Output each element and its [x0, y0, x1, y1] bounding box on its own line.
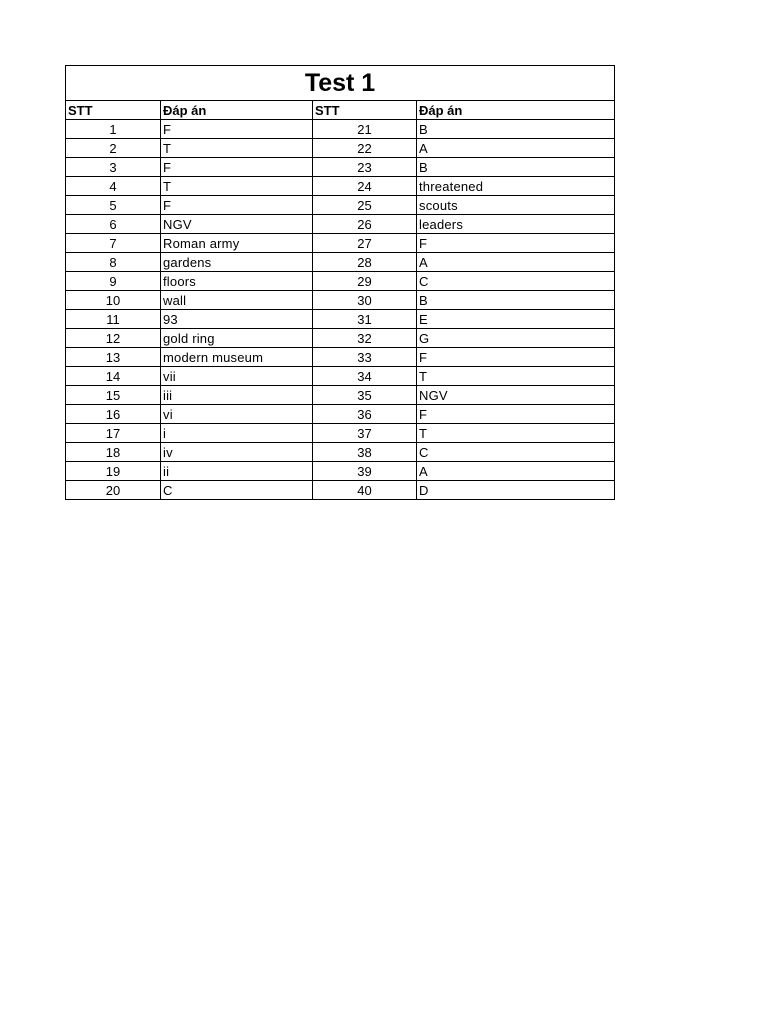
answer-cell: F — [161, 196, 313, 215]
answer-cell: F — [417, 348, 615, 367]
table-row — [66, 329, 615, 348]
table-row — [66, 386, 615, 405]
table-row — [66, 234, 615, 253]
answer-cell: F — [161, 158, 313, 177]
page-title: Test 1 — [66, 66, 615, 101]
answer-cell: gold ring — [161, 329, 313, 348]
answer-cell: C — [417, 443, 615, 462]
answer-cell: vii — [161, 367, 313, 386]
question-number-cell: 13 — [66, 348, 161, 367]
answer-cell: B — [417, 158, 615, 177]
table-row — [66, 291, 615, 310]
table-row — [66, 367, 615, 386]
question-number-cell: 25 — [313, 196, 417, 215]
answer-cell: iv — [161, 443, 313, 462]
table-row — [66, 196, 615, 215]
answer-cell: F — [417, 234, 615, 253]
answer-cell: floors — [161, 272, 313, 291]
answer-cell: leaders — [417, 215, 615, 234]
question-number-cell: 37 — [313, 424, 417, 443]
answer-cell: 93 — [161, 310, 313, 329]
answer-cell: i — [161, 424, 313, 443]
title-row — [66, 66, 615, 101]
question-number-cell: 36 — [313, 405, 417, 424]
answer-cell: threatened — [417, 177, 615, 196]
question-number-cell: 14 — [66, 367, 161, 386]
answer-cell: T — [417, 424, 615, 443]
answer-cell: gardens — [161, 253, 313, 272]
table-row — [66, 120, 615, 139]
answer-cell: D — [417, 481, 615, 500]
answer-cell: Roman army — [161, 234, 313, 253]
table-row — [66, 424, 615, 443]
answer-cell: G — [417, 329, 615, 348]
question-number-cell: 21 — [313, 120, 417, 139]
table-row — [66, 177, 615, 196]
question-number-cell: 17 — [66, 424, 161, 443]
question-number-cell: 5 — [66, 196, 161, 215]
answer-cell: T — [161, 139, 313, 158]
answer-cell: wall — [161, 291, 313, 310]
question-number-cell: 22 — [313, 139, 417, 158]
answer-cell: NGV — [161, 215, 313, 234]
answer-cell: B — [417, 291, 615, 310]
table-row — [66, 443, 615, 462]
question-number-cell: 35 — [313, 386, 417, 405]
table-row — [66, 481, 615, 500]
question-number-cell: 39 — [313, 462, 417, 481]
answer-cell: vi — [161, 405, 313, 424]
answer-cell: T — [417, 367, 615, 386]
question-number-cell: 9 — [66, 272, 161, 291]
answer-cell: T — [161, 177, 313, 196]
question-number-cell: 12 — [66, 329, 161, 348]
answer-cell: E — [417, 310, 615, 329]
table-row — [66, 310, 615, 329]
question-number-cell: 19 — [66, 462, 161, 481]
answer-key-table — [65, 65, 615, 500]
question-number-cell: 28 — [313, 253, 417, 272]
question-number-cell: 38 — [313, 443, 417, 462]
question-number-cell: 1 — [66, 120, 161, 139]
question-number-cell: 7 — [66, 234, 161, 253]
question-number-cell: 6 — [66, 215, 161, 234]
answer-cell: modern museum — [161, 348, 313, 367]
answer-cell: scouts — [417, 196, 615, 215]
question-number-cell: 11 — [66, 310, 161, 329]
header-answer-left: Đáp án — [161, 101, 313, 120]
question-number-cell: 33 — [313, 348, 417, 367]
answer-cell: B — [417, 120, 615, 139]
table-row — [66, 272, 615, 291]
answer-cell: ii — [161, 462, 313, 481]
question-number-cell: 3 — [66, 158, 161, 177]
question-number-cell: 31 — [313, 310, 417, 329]
question-number-cell: 24 — [313, 177, 417, 196]
header-row — [66, 101, 615, 120]
question-number-cell: 18 — [66, 443, 161, 462]
answer-cell: iii — [161, 386, 313, 405]
question-number-cell: 10 — [66, 291, 161, 310]
question-number-cell: 23 — [313, 158, 417, 177]
question-number-cell: 15 — [66, 386, 161, 405]
question-number-cell: 2 — [66, 139, 161, 158]
answer-cell: C — [417, 272, 615, 291]
table-row — [66, 253, 615, 272]
answer-cell: F — [161, 120, 313, 139]
question-number-cell: 34 — [313, 367, 417, 386]
question-number-cell: 20 — [66, 481, 161, 500]
answer-cell: A — [417, 462, 615, 481]
answer-cell: NGV — [417, 386, 615, 405]
table-row — [66, 405, 615, 424]
question-number-cell: 32 — [313, 329, 417, 348]
table-row — [66, 348, 615, 367]
question-number-cell: 27 — [313, 234, 417, 253]
header-answer-right: Đáp án — [417, 101, 615, 120]
question-number-cell: 8 — [66, 253, 161, 272]
header-stt-right: STT — [313, 101, 417, 120]
question-number-cell: 16 — [66, 405, 161, 424]
question-number-cell: 29 — [313, 272, 417, 291]
question-number-cell: 40 — [313, 481, 417, 500]
answer-cell: F — [417, 405, 615, 424]
question-number-cell: 30 — [313, 291, 417, 310]
table-row — [66, 158, 615, 177]
table-row — [66, 462, 615, 481]
answer-cell: A — [417, 253, 615, 272]
table-row — [66, 139, 615, 158]
answer-cell: A — [417, 139, 615, 158]
question-number-cell: 4 — [66, 177, 161, 196]
answer-cell: C — [161, 481, 313, 500]
question-number-cell: 26 — [313, 215, 417, 234]
answer-rows — [66, 120, 615, 500]
header-stt-left: STT — [66, 101, 161, 120]
table-row — [66, 215, 615, 234]
